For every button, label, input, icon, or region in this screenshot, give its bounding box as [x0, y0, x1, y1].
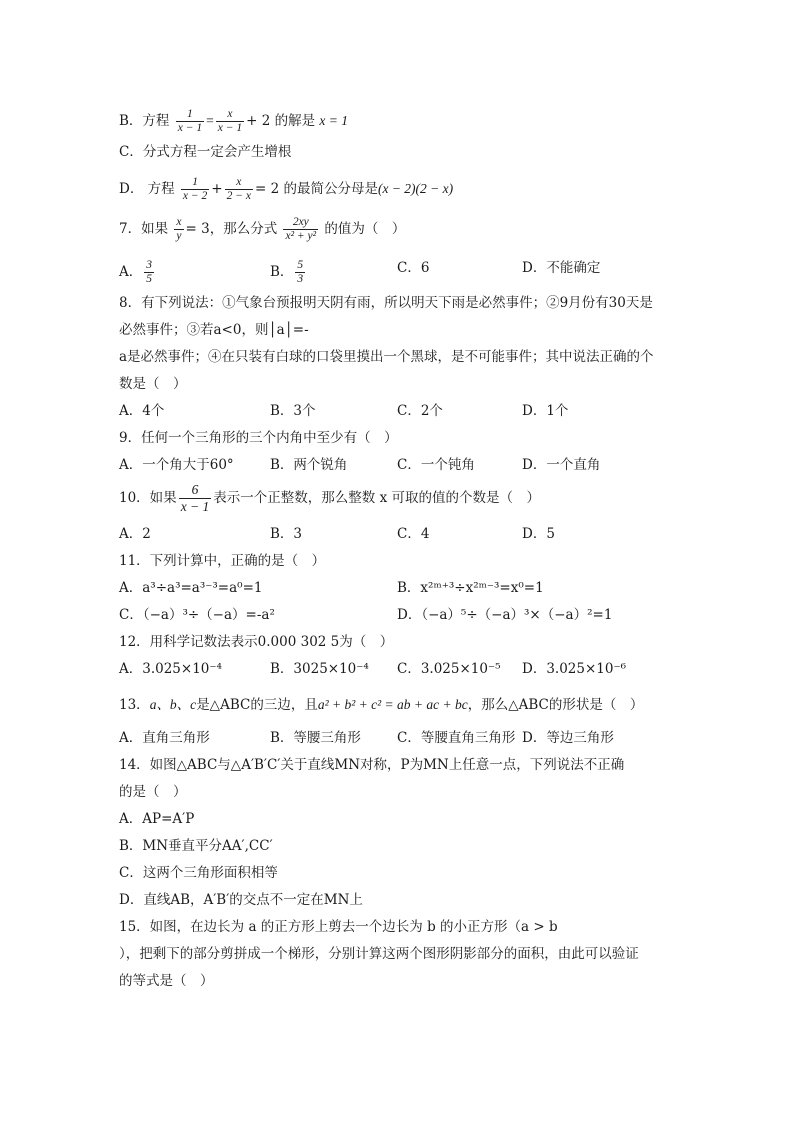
q12-option-a: A．3.025×10⁻⁴ — [119, 661, 222, 677]
q7-option-d: D．不能确定 — [522, 260, 601, 276]
q6-option-c: C．分式方程一定会产生增根 — [119, 144, 292, 160]
q15-line-2: ），把剩下的部分剪拼成一个梯形，分别计算这两个图形阴影部分的面积，由此可以验证 — [119, 946, 639, 962]
q7-lead: 7．如果 — [119, 221, 173, 237]
q11-stem: 11．下列计算中，正确的是（ ） — [119, 553, 326, 569]
q13-equation: a² + b² + c² = ab + ac + bc — [317, 697, 468, 712]
q7-opta-frac: $\frac{3}{5}$ — [146, 259, 152, 285]
q7-tail: 的值为（ ） — [320, 221, 406, 237]
q8-line-2: 必然事件；③若a<0，则│a│=- — [119, 322, 309, 338]
q9-option-b: B．两个锐角 — [270, 457, 348, 473]
q10-option-c: C．4 — [397, 526, 430, 542]
q8-option-b: B．3个 — [270, 403, 316, 419]
q9-option-a: A．一个角大于60° — [119, 457, 234, 473]
q7-cond-tail: = 3，那么分式 — [185, 221, 282, 237]
q15-line-1: 15．如图，在边长为 a 的正方形上剪去一个边长为 b 的小正方形（a > b — [119, 919, 558, 935]
q14-line-1: 14．如图△ABC与△A′B′C′关于直线MN对称，P为MN上任意一点，下列说法不正确 — [119, 757, 625, 773]
q13-option-d: D．等边三角形 — [522, 730, 614, 746]
q6-optb-frac1: $\frac{1}{x - 1}$ — [177, 108, 203, 134]
q8-option-d: D．1个 — [522, 403, 569, 419]
q8-line-1: 8．有下列说法：①气象台预报明天阴有雨，所以明天下雨是必然事件；②9月份有30天是 — [119, 295, 653, 311]
q12-stem: 12．用科学记数法表示0.000 302 5为（ ） — [119, 634, 394, 650]
q11-option-a: A．a³÷a³=a³⁻³=a⁰=1 — [119, 580, 263, 596]
q6-optd-frac2: $\frac{x}{2 - x}$ — [226, 176, 251, 202]
q7-stem — [119, 216, 405, 243]
q6-optd-tail: = 2 的最简公分母是 — [254, 181, 378, 197]
q11-option-c: C．（−a）³÷（−a）=-a² — [119, 607, 275, 623]
q10-lead: 10．如果 — [119, 490, 177, 506]
q10-option-d: D．5 — [522, 526, 555, 542]
q6-optd-lead: D． 方程 — [119, 181, 179, 197]
q13-option-b: B．等腰三角形 — [270, 730, 361, 746]
q7-cond-frac: $\frac{x}{y}$ — [176, 216, 182, 242]
q13-option-a: A．直角三角形 — [119, 730, 210, 746]
q6-optb-eq: = — [206, 113, 214, 128]
q10-stem — [119, 482, 540, 515]
q10-option-a: A．2 — [119, 526, 151, 542]
q6-optb-answer: x = 1 — [319, 113, 348, 128]
q9-option-d: D．一个直角 — [522, 457, 601, 473]
q12-option-c: C．3.025×10⁻⁵ — [397, 661, 501, 677]
q9-stem: 9．任何一个三角形的三个内角中至少有（ ） — [119, 430, 398, 446]
q13-mid: 是△ABC的三边，且 — [196, 697, 318, 713]
q8-option-a: A．4个 — [119, 403, 165, 419]
q10-option-b: B．3 — [270, 526, 303, 542]
q10-tail: 表示一个正整数，那么整数 x 可取的值的个数是（ ） — [213, 490, 540, 506]
q13-option-c: C．等腰直角三角形 — [397, 730, 516, 746]
q13-tail: ，那么△ABC的形状是（ ） — [467, 697, 644, 713]
q6-optb-tail: + 2 的解是 — [246, 113, 320, 129]
q7-option-c: C．6 — [397, 260, 430, 276]
q10-frac: $\frac{6}{x - 1}$ — [180, 482, 210, 514]
q9-option-c: C．一个钝角 — [397, 457, 475, 473]
q6-option-d — [119, 176, 453, 203]
q7-optb-frac: $\frac{5}{3}$ — [297, 259, 304, 285]
q14-option-a: A．AP=A′P — [119, 811, 195, 827]
q13-lead: 13． — [119, 697, 150, 713]
q14-option-b: B．MN垂直平分AA′,CC′ — [119, 838, 273, 854]
q14-option-d: D．直线AB，A′B′的交点不一定在MN上 — [119, 892, 363, 908]
q7-option-b: B． $\frac{5}{3}$ — [270, 259, 304, 285]
q6-optd-frac1: $\frac{1}{x - 2}$ — [182, 176, 208, 202]
q14-line-2: 的是（ ） — [119, 784, 187, 800]
q11-option-d: D．（−a）⁵÷（−a）³×（−a）²=1 — [397, 607, 613, 623]
q13-stem — [119, 696, 643, 714]
q7-option-a: A． $\frac{3}{5}$ — [119, 259, 152, 285]
q6-option-b — [119, 108, 348, 135]
q6-optd-answer: (x − 2)(2 − x) — [377, 181, 454, 196]
q6-optb-frac2: $\frac{x}{x - 1}$ — [217, 108, 243, 134]
q7-expr-frac: $\frac{2xy}{\text{x² + y²}}$ — [285, 216, 317, 242]
q8-line-3: a是必然事件；④在只装有白球的口袋里摸出一个黑球，是不可能事件；其中说法正确的个 — [119, 349, 654, 365]
q6-optd-plus: + — [211, 181, 223, 197]
q12-option-b: B．3025×10⁻⁴ — [270, 661, 369, 677]
q15-line-3: 的等式是（ ） — [119, 973, 214, 989]
q12-option-d: D．3.025×10⁻⁶ — [522, 661, 626, 677]
q8-line-4: 数是（ ） — [119, 376, 187, 392]
q11-option-b: B．x²ᵐ⁺³÷x²ᵐ⁻³=x⁰=1 — [397, 580, 544, 596]
q6-optb-lead: B．方程 — [119, 113, 174, 129]
q8-option-c: C．2个 — [397, 403, 443, 419]
q14-option-c: C．这两个三角形面积相等 — [119, 865, 278, 881]
q13-vars: a、b、c — [149, 697, 197, 712]
